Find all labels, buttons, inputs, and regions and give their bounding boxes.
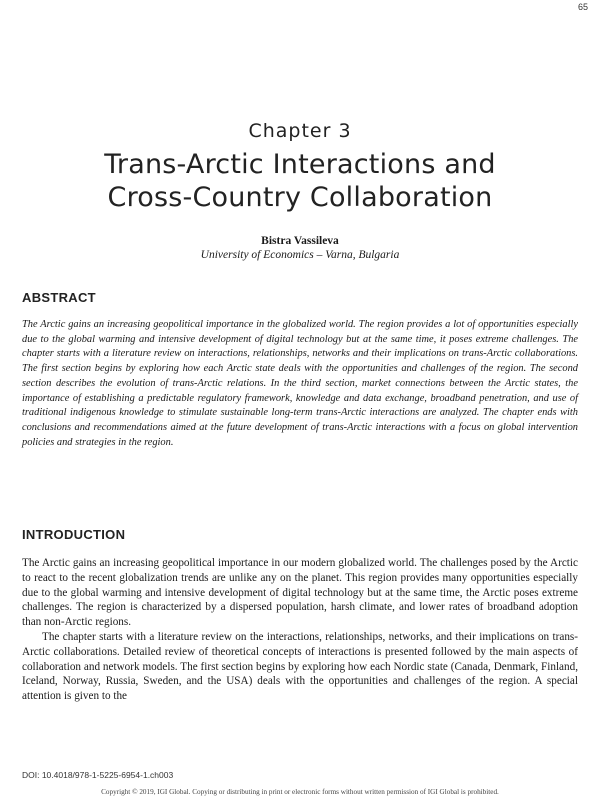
chapter-label: Chapter 3 [248,120,352,142]
chapter-title-line-1: Trans-Arctic Interactions and [104,149,496,180]
copyright-notice: Copyright © 2019, IGI Global. Copying or distributing in print or electronic forms without written permission of IGI Global is prohibited. [101,788,499,796]
page-number: 65 [577,2,588,12]
chapter-title [0,148,600,214]
author-name: Bistra Vassileva [261,235,339,247]
introduction-heading: INTRODUCTION [22,527,126,542]
chapter-title-line-2: Cross-Country Collaboration [107,182,493,213]
introduction-paragraph-2: The chapter starts with a literature review on the interactions, relationships, networks, and their implications on trans-Arctic collaborations. Detailed review of theoretical concepts of interactions is presented followed by the main aspects of collaboration and network models. The first section begins by exploring how each Nordic state (Canada, Denmark, Finland, Iceland, Norway, Russia, Sweden, and the USA) deals with the opportunities and challenges of the region. A special attention is given to the [22,630,578,703]
abstract-heading: ABSTRACT [22,290,96,305]
abstract-text: The Arctic gains an increasing geopolitical importance in the globalized world. The region provides a lot of opportunities especially due to the global warming and intensive development of digital technology but at the same time, it poses extreme challenges. The chapter starts with a literature review on interactions, relationships, networks and their implications on trans-Arctic collaborations. The first section begins by exploring how each Arctic state deals with the opportunities and challenges of the region. The second section describes the evolution of trans-Arctic relations. In the third section, market connections between the Arctic states, the importance of establishing a predictable regulatory framework, knowledge and data exchange, broadband penetration, and use of traditional indigenous knowledge to stimulate sustainable long-term trans-Arctic interactions are analyzed. The chapter ends with conclusions and recommendations aimed at the future development of trans-Arctic interactions with a focus on global intervention policies and strategies in the region. [22,319,578,448]
author-affiliation: University of Economics – Varna, Bulgaria [200,249,400,261]
introduction-paragraph-1: The Arctic gains an increasing geopolitical importance in our modern globalized world. The challenges posed by the Arctic to react to the recent globalization trends are unlike any on the planet. This region provides many opportunities especially due to the global warming and intensive development of digital technology but at the same time, the Arctic poses extreme challenges. The region is characterized by a dispersed population, harsh climate, and lower rates of broadband adoption than non-Arctic regions. [22,557,578,629]
doi: DOI: 10.4018/978-1-5225-6954-1.ch003 [22,770,174,780]
introduction-body [22,556,578,704]
